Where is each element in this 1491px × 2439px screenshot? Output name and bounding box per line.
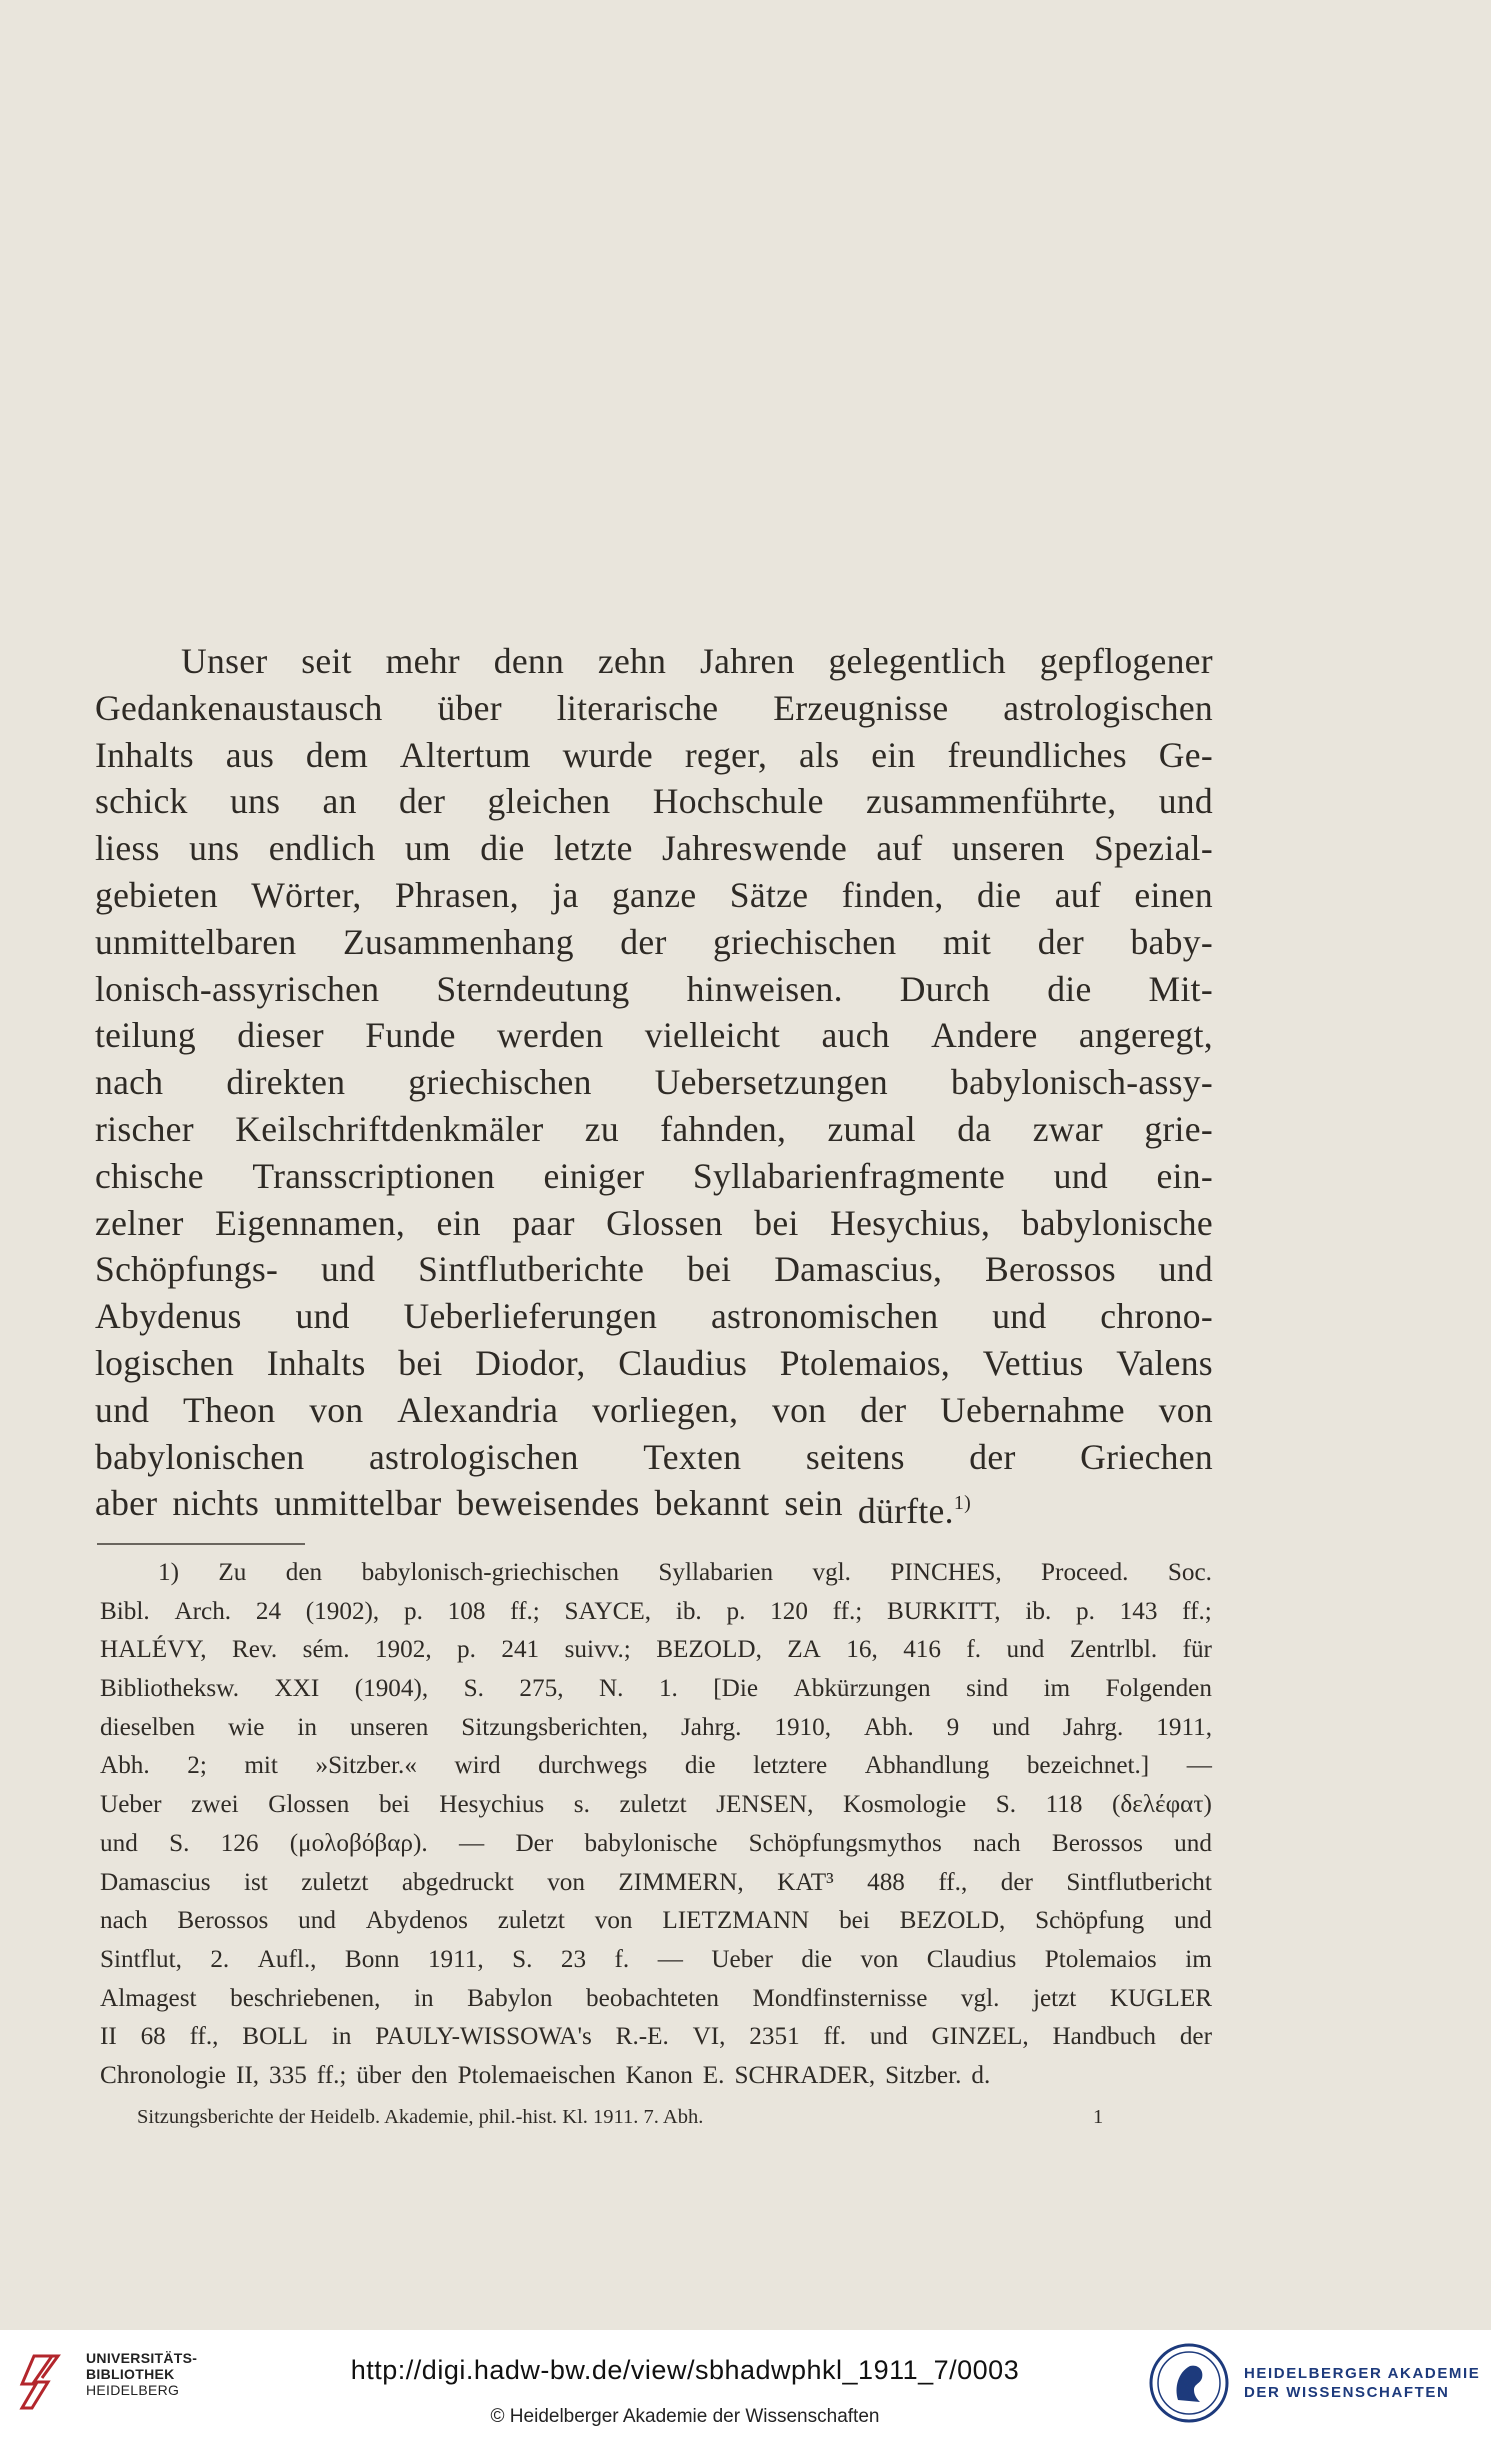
body-line: unmittelbaren Zusammenhang der griechischen mit der baby-: [95, 921, 1213, 962]
footnote-line: II 68 ff., BOLL in PAULY-WISSOWA's R.-E. VI, 2351 ff. und GINZEL, Handbuch der: [100, 2023, 1212, 2051]
body-line: teilung dieser Funde werden vielleicht auch Andere angeregt,: [95, 1015, 1213, 1056]
body-line: lonisch-assyrischen Sterndeutung hinweisen. Durch die Mit-: [95, 968, 1213, 1009]
footnote-mark: 1): [953, 1492, 972, 1515]
footnote-line: dieselben wie in unseren Sitzungsberichten, Jahrg. 1910, Abh. 9 und Jahrg. 1911,: [100, 1713, 1212, 1741]
body-line: Schöpfungs- und Sintflutberichte bei Damascius, Berossos und: [95, 1249, 1213, 1290]
library-line-2: BIBLIOTHEK: [86, 2366, 175, 2382]
body-line: logischen Inhalts bei Diodor, Claudius Ptolemaios, Vettius Valens: [95, 1342, 1213, 1383]
academy-line-2: DER WISSENSCHAFTEN: [1244, 2384, 1450, 2401]
footnote-line: und S. 126 (μολοβόβαρ). — Der babylonische Schöpfungsmythos nach Berossos und: [100, 1829, 1212, 1857]
academy-line-1: HEIDELBERGER AKADEMIE: [1244, 2365, 1481, 2382]
library-logo-icon[interactable]: [12, 2348, 72, 2418]
body-line: chische Transscriptionen einiger Syllabarienfragmente und ein-: [95, 1155, 1213, 1196]
body-line: rischer Keilschriftdenkmäler zu fahnden, zumal da zwar grie-: [95, 1108, 1213, 1149]
signature-line: [137, 2106, 1137, 2129]
body-line: Gedankenaustausch über literarische Erzeugnisse astrologischen: [95, 687, 1213, 728]
body-line: zelner Eigennamen, ein paar Glossen bei Hesychius, babylonische: [95, 1202, 1213, 1243]
footnote-line: Sintflut, 2. Aufl., Bonn 1911, S. 23 f. — Ueber die von Claudius Ptolemaios im: [100, 1945, 1212, 1973]
body-line: Inhalts aus dem Altertum wurde reger, als ein freundliches Ge-: [95, 734, 1213, 775]
body-line: Abydenus und Ueberlieferungen astronomischen und chrono-: [95, 1296, 1213, 1337]
library-line-1: UNIVERSITÄTS-: [86, 2350, 198, 2366]
footnote-line: Almagest beschriebenen, in Babylon beobachteten Mondfinsternisse vgl. jetzt KUGLER: [100, 1984, 1212, 2012]
footnote-line: 1) Zu den babylonisch-griechischen Syllabarien vgl. PINCHES, Proceed. Soc.: [158, 1559, 1212, 1586]
library-line-3: HEIDELBERG: [86, 2382, 180, 2398]
footnote-block: [100, 1554, 1212, 2096]
permalink-url[interactable]: http://digi.hadw-bw.de/view/sbhadwphkl_1911_7/0003: [350, 2355, 1020, 2385]
footnote-line: nach Berossos und Abydenos zuletzt von LIETZMANN bei BEZOLD, Schöpfung und: [100, 1907, 1212, 1935]
body-line: liess uns endlich um die letzte Jahreswende auf unseren Spezial-: [95, 828, 1213, 869]
footnote-line: Bibl. Arch. 24 (1902), p. 108 ff.; SAYCE, ib. p. 120 ff.; BURKITT, ib. p. 143 ff.;: [100, 1597, 1212, 1625]
body-line: Unser seit mehr denn zehn Jahren gelegentlich gepflogener: [181, 641, 1213, 681]
body-line: aber nichts unmittelbar beweisendes bekannt sein dürfte.$^{1)}$: [95, 1483, 972, 1532]
footnote-line: Chronologie II, 335 ff.; über den Ptolemaeischen Kanon E. SCHRADER, Sitzber. d.: [100, 2061, 991, 2089]
body-line: nach direkten griechischen Uebersetzungen babylonisch-assy-: [95, 1062, 1213, 1103]
body-paragraph: [95, 638, 1213, 1532]
library-name: [86, 2350, 197, 2398]
body-line: gebieten Wörter, Phrasen, ja ganze Sätze finden, die auf einen: [95, 874, 1213, 915]
footnote-line: HALÉVY, Rev. sém. 1902, p. 241 suivv.; BEZOLD, ZA 16, 416 f. und Zentrlbl. für: [100, 1636, 1212, 1664]
footnote-line: Bibliotheksw. XXI (1904), S. 275, N. 1. [Die Abkürzungen sind im Folgenden: [100, 1675, 1212, 1703]
body-line: und Theon von Alexandria vorliegen, von der Uebernahme von: [95, 1389, 1213, 1430]
copyright-notice: © Heidelberger Akademie der Wissenschaften: [490, 2406, 880, 2427]
body-line: babylonischen astrologischen Texten seitens der Griechen: [95, 1436, 1213, 1477]
page-number: 1: [1093, 2106, 1104, 2128]
academy-seal-icon[interactable]: [1148, 2342, 1230, 2424]
footnote-line: Damascius ist zuletzt abgedruckt von ZIMMERN, KAT³ 488 ff., der Sintflutbericht: [100, 1868, 1212, 1896]
academy-name: [1244, 2364, 1480, 2402]
body-line: schick uns an der gleichen Hochschule zusammenführte, und: [95, 781, 1213, 822]
footnote-separator: [97, 1543, 305, 1545]
signature-text: Sitzungsberichte der Heidelb. Akademie, phil.-hist. Kl. 1911. 7. Abh.: [137, 2106, 704, 2128]
footnote-line: Abh. 2; mit »Sitzber.« wird durchwegs die letztere Abhandlung bezeichnet.] —: [100, 1752, 1212, 1780]
footnote-line: Ueber zwei Glossen bei Hesychius s. zuletzt JENSEN, Kosmologie S. 118 (δελέφατ): [100, 1791, 1212, 1819]
